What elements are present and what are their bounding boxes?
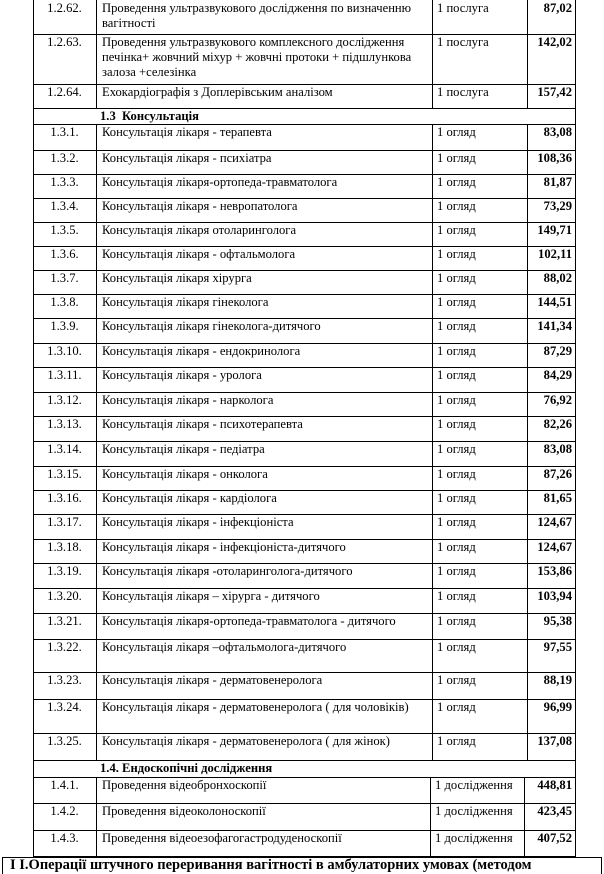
- table-rule: [430, 777, 431, 804]
- table-rule: [432, 699, 433, 734]
- service-name: Консультація лікаря - офтальмолога: [102, 247, 296, 261]
- table-rule: [432, 294, 433, 319]
- row-number: 1.2.62.: [47, 1, 82, 15]
- unit: 1 огляд: [437, 589, 476, 603]
- service-name: Консультація лікаря хірурга: [102, 271, 252, 285]
- service-name: Консультація лікаря - кардіолога: [102, 491, 277, 505]
- table-rule: [432, 416, 433, 442]
- table-rule: [96, 416, 97, 442]
- service-name: Проведення відеоколоноскопії: [102, 804, 266, 818]
- unit: 1 послуга: [437, 35, 489, 49]
- service-name: Консультація лікаря гінеколога-дитячого: [102, 319, 321, 333]
- table-rule: [575, 108, 576, 125]
- unit: 1 огляд: [437, 175, 476, 189]
- table-rule: [575, 150, 576, 175]
- unit: 1 огляд: [437, 368, 476, 382]
- table-rule: [432, 318, 433, 344]
- service-name: Проведення ультразвукового дослідження по визначенню вагітності: [102, 1, 415, 30]
- table-rule: [96, 803, 97, 831]
- service-name: Консультація лікаря гінеколога: [102, 295, 269, 309]
- table-rule: [96, 777, 97, 804]
- row-number: 1.3.24.: [47, 700, 82, 714]
- section-heading: 1.3 Консультація: [100, 109, 199, 123]
- row-number: 1.3.16.: [47, 491, 82, 505]
- table-rule: [96, 198, 97, 223]
- row-number: 1.3.1.: [50, 125, 79, 139]
- table-rule: [432, 222, 433, 247]
- table-rule: [432, 270, 433, 295]
- unit: 1 огляд: [437, 295, 476, 309]
- table-rule: [432, 198, 433, 223]
- row-number: 1.3.22.: [47, 640, 82, 654]
- table-rule: [432, 441, 433, 467]
- row-number: 1.3.15.: [47, 467, 82, 481]
- table-rule: [96, 672, 97, 700]
- table-rule: [432, 514, 433, 540]
- price: 153,86: [537, 564, 572, 578]
- table-rule: [575, 367, 576, 393]
- unit: 1 огляд: [437, 491, 476, 505]
- price: 83,08: [543, 442, 572, 456]
- service-name: Ехокардіографія з Доплерівським аналізом: [102, 85, 333, 99]
- row-number: 1.3.23.: [47, 673, 82, 687]
- table-rule: [575, 0, 576, 35]
- row-number: 1.3.10.: [47, 344, 82, 358]
- table-rule: [96, 0, 97, 35]
- table-rule: [96, 588, 97, 614]
- row-number: 1.2.64.: [47, 85, 82, 99]
- table-rule: [575, 84, 576, 109]
- price: 87,29: [543, 344, 572, 358]
- table-rule: [575, 466, 576, 491]
- service-name: Проведення відеоезофагогастродуденоскопії: [102, 831, 342, 845]
- price: 76,92: [543, 393, 572, 407]
- table-rule: [575, 198, 576, 223]
- unit: 1 послуга: [437, 1, 489, 15]
- table-rule: [96, 613, 97, 640]
- table-rule: [575, 613, 576, 640]
- price: 82,26: [543, 417, 572, 431]
- table-rule: [575, 392, 576, 417]
- service-name: Консультація лікаря-ортопеда-травматолога: [102, 175, 338, 189]
- table-rule: [96, 318, 97, 344]
- unit: 1 огляд: [437, 467, 476, 481]
- table-rule: [96, 539, 97, 564]
- service-name: Консультація лікаря - педіатра: [102, 442, 265, 456]
- table-rule: [96, 514, 97, 540]
- row-number: 1.3.14.: [47, 442, 82, 456]
- service-name: Консультація лікаря - дерматовенеролога ( для жінок): [102, 734, 390, 748]
- table-rule: [575, 174, 576, 199]
- price: 81,65: [543, 491, 572, 505]
- row-number: 1.4.2.: [50, 804, 79, 818]
- unit: 1 огляд: [437, 734, 476, 748]
- table-rule: [575, 733, 576, 761]
- table-rule: [575, 34, 576, 85]
- table-rule: [2, 857, 3, 874]
- price: 108,36: [537, 151, 572, 165]
- unit: 1 огляд: [437, 673, 476, 687]
- price: 81,87: [543, 175, 572, 189]
- table-rule: [96, 294, 97, 319]
- price: 84,29: [543, 368, 572, 382]
- table-rule: [430, 830, 431, 857]
- unit: 1 огляд: [437, 614, 476, 628]
- service-name: Консультація лікаря - невропатолога: [102, 199, 298, 213]
- unit: 1 огляд: [437, 417, 476, 431]
- row-number: 1.3.21.: [47, 614, 82, 628]
- unit: 1 огляд: [437, 199, 476, 213]
- service-name: Консультація лікаря отоларинголога: [102, 223, 297, 237]
- price: 87,02: [543, 1, 572, 15]
- table-rule: [96, 367, 97, 393]
- table-rule: [575, 539, 576, 564]
- price: 142,02: [537, 35, 572, 49]
- table-rule: [432, 124, 433, 151]
- table-rule: [432, 367, 433, 393]
- table-rule: [432, 563, 433, 589]
- table-rule: [96, 563, 97, 589]
- table-rule: [432, 539, 433, 564]
- table-rule: [96, 441, 97, 467]
- price: 87,26: [543, 467, 572, 481]
- service-name: Проведення відеобронхоскопії: [102, 778, 267, 792]
- row-number: 1.3.6.: [50, 247, 79, 261]
- row-number: 1.3.13.: [47, 417, 82, 431]
- unit: 1 дослідження: [435, 804, 513, 818]
- price: 141,34: [537, 319, 572, 333]
- service-name: Консультація лікаря -отоларинголога-дитячого: [102, 564, 353, 578]
- service-name: Консультація лікаря - уролога: [102, 368, 262, 382]
- price: 88,02: [543, 271, 572, 285]
- unit: 1 огляд: [437, 640, 476, 654]
- table-rule: [96, 490, 97, 515]
- table-rule: [432, 466, 433, 491]
- price: 137,08: [537, 734, 572, 748]
- price: 95,38: [543, 614, 572, 628]
- table-rule: [601, 857, 602, 874]
- unit: 1 огляд: [437, 515, 476, 529]
- row-number: 1.3.2.: [50, 151, 79, 165]
- price: 88,19: [543, 673, 572, 687]
- table-rule: [575, 803, 576, 831]
- table-rule: [575, 760, 576, 778]
- unit: 1 дослідження: [435, 831, 513, 845]
- table-rule: [432, 588, 433, 614]
- row-number: 1.3.3.: [50, 175, 79, 189]
- row-number: 1.3.8.: [50, 295, 79, 309]
- table-rule: [575, 318, 576, 344]
- table-rule: [432, 174, 433, 199]
- table-rule: [575, 222, 576, 247]
- table-rule: [432, 613, 433, 640]
- table-rule: [33, 760, 34, 778]
- row-number: 1.4.1.: [50, 778, 79, 792]
- unit: 1 огляд: [437, 442, 476, 456]
- row-number: 1.3.7.: [50, 271, 79, 285]
- table-rule: [432, 343, 433, 368]
- unit: 1 огляд: [437, 271, 476, 285]
- table-rule: [432, 0, 433, 35]
- row-number: 1.3.20.: [47, 589, 82, 603]
- table-rule: [430, 803, 431, 831]
- price: 407,52: [537, 831, 572, 845]
- table-rule: [575, 699, 576, 734]
- table-rule: [575, 270, 576, 295]
- service-name: Консультація лікаря – хірурга - дитячого: [102, 589, 320, 603]
- row-number: 1.3.25.: [47, 734, 82, 748]
- table-rule: [96, 84, 97, 109]
- unit: 1 огляд: [437, 223, 476, 237]
- row-number: 1.3.5.: [50, 223, 79, 237]
- table-rule: [575, 441, 576, 467]
- service-name: Консультація лікаря - психіатра: [102, 151, 272, 165]
- section-heading: 1.4. Ендоскопічні дослідження: [100, 761, 273, 775]
- service-name: Консультація лікаря - терапевта: [102, 125, 272, 139]
- price: 102,11: [538, 247, 572, 261]
- table-rule: [432, 672, 433, 700]
- section-heading: І І.Операції штучного переривання вагітності в амбулаторних умовах (методом: [10, 857, 532, 873]
- table-rule: [432, 84, 433, 109]
- price: 97,55: [543, 640, 572, 654]
- service-name: Проведення ультразвукового комплексного дослідження печінка+ жовчний міхур + жовчні протоки + підшлункова залоза +селезінка: [102, 35, 415, 79]
- service-name: Консультація лікаря - ендокринолога: [102, 344, 301, 358]
- table-rule: [575, 639, 576, 673]
- table-rule: [96, 150, 97, 175]
- price: 448,81: [537, 778, 572, 792]
- table-rule: [96, 639, 97, 673]
- service-name: Консультація лікаря - психотерапевта: [102, 417, 303, 431]
- table-rule: [432, 490, 433, 515]
- unit: 1 огляд: [437, 700, 476, 714]
- table-rule: [575, 124, 576, 151]
- unit: 1 огляд: [437, 319, 476, 333]
- unit: 1 огляд: [437, 564, 476, 578]
- table-rule: [575, 514, 576, 540]
- service-name: Консультація лікаря - нарколога: [102, 393, 274, 407]
- row-number: 1.3.11.: [47, 368, 82, 382]
- price: 157,42: [537, 85, 572, 99]
- unit: 1 дослідження: [435, 778, 513, 792]
- price: 103,94: [537, 589, 572, 603]
- table-rule: [575, 777, 576, 804]
- table-rule: [432, 639, 433, 673]
- price: 73,29: [543, 199, 572, 213]
- service-name: Консультація лікаря - інфекціоніста: [102, 515, 294, 529]
- table-rule: [432, 246, 433, 271]
- table-rule: [96, 222, 97, 247]
- table-rule: [575, 588, 576, 614]
- price: 423,45: [537, 804, 572, 818]
- unit: 1 огляд: [437, 247, 476, 261]
- unit: 1 огляд: [437, 125, 476, 139]
- row-number: 1.3.18.: [47, 540, 82, 554]
- unit: 1 огляд: [437, 393, 476, 407]
- table-rule: [96, 174, 97, 199]
- table-rule: [33, 108, 34, 125]
- unit: 1 огляд: [437, 151, 476, 165]
- table-rule: [432, 34, 433, 85]
- unit: 1 огляд: [437, 344, 476, 358]
- price: 124,67: [537, 515, 572, 529]
- table-rule: [575, 672, 576, 700]
- service-name: Консультація лікаря - дерматовенеролога ( для чоловіків): [102, 700, 409, 714]
- table-rule: [96, 699, 97, 734]
- table-rule: [575, 490, 576, 515]
- table-rule: [96, 343, 97, 368]
- table-rule: [96, 246, 97, 271]
- service-name: Консультація лікаря - дерматовенеролога: [102, 673, 323, 687]
- table-rule: [575, 246, 576, 271]
- table-rule: [96, 830, 97, 857]
- service-name: Консультація лікаря-ортопеда-травматолога - дитячого: [102, 614, 396, 628]
- row-number: 1.3.17.: [47, 515, 82, 529]
- table-rule: [96, 466, 97, 491]
- row-number: 1.3.9.: [50, 319, 79, 333]
- row-number: 1.3.12.: [47, 393, 82, 407]
- service-name: Консультація лікаря –офтальмолога-дитячого: [102, 640, 347, 654]
- row-number: 1.3.4.: [50, 199, 79, 213]
- table-rule: [575, 294, 576, 319]
- table-rule: [575, 563, 576, 589]
- service-name: Консультація лікаря - онколога: [102, 467, 268, 481]
- table-rule: [96, 270, 97, 295]
- price: 144,51: [537, 295, 572, 309]
- row-number: 1.4.3.: [50, 831, 79, 845]
- table-rule: [575, 343, 576, 368]
- table-rule: [96, 124, 97, 151]
- table-rule: [575, 830, 576, 857]
- price: 124,67: [537, 540, 572, 554]
- price: 149,71: [537, 223, 572, 237]
- table-rule: [96, 392, 97, 417]
- service-name: Консультація лікаря - інфекціоніста-дитячого: [102, 540, 346, 554]
- table-rule: [432, 150, 433, 175]
- row-number: 1.2.63.: [47, 35, 82, 49]
- unit: 1 послуга: [437, 85, 489, 99]
- row-number: 1.3.19.: [47, 564, 82, 578]
- table-rule: [432, 733, 433, 761]
- table-rule: [575, 416, 576, 442]
- table-rule: [96, 733, 97, 761]
- price: 83,08: [543, 125, 572, 139]
- unit: 1 огляд: [437, 540, 476, 554]
- table-rule: [96, 34, 97, 85]
- price: 96,99: [543, 700, 572, 714]
- table-rule: [432, 392, 433, 417]
